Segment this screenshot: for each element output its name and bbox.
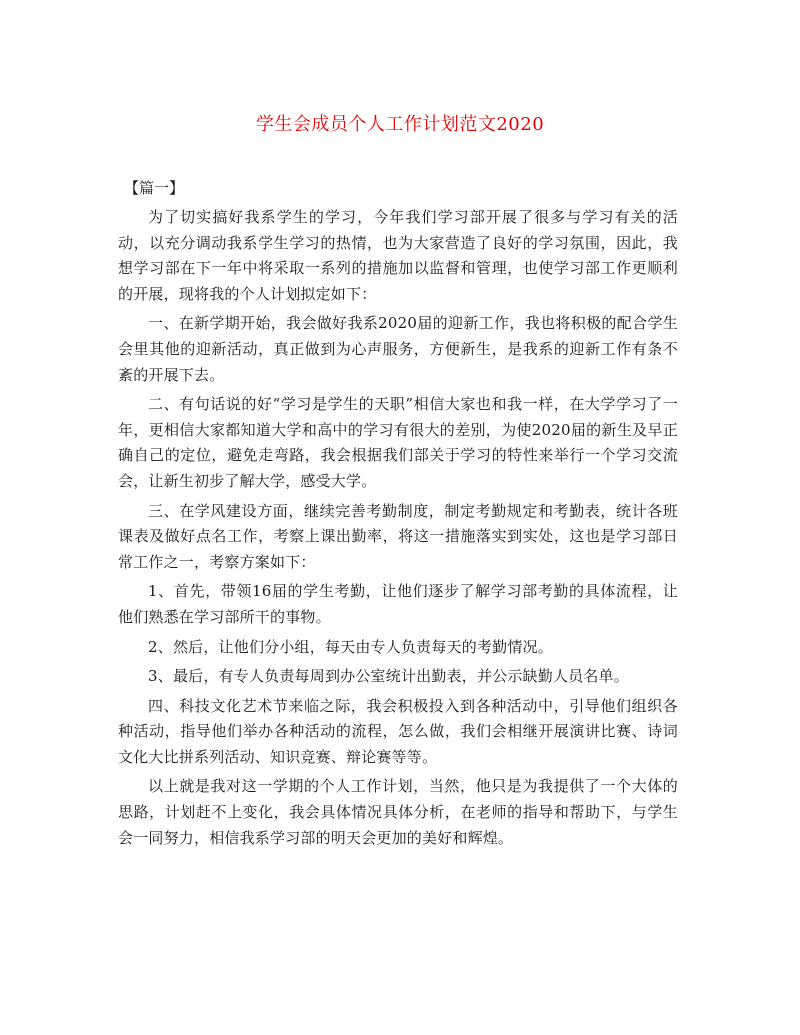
paragraph-conclusion: 以上就是我对这一学期的个人工作计划，当然，他只是为我提供了一个大体的思路，计划赶不上变化，我会具体情况具体分析，在老师的指导和帮助下，与学生会一同努力，相信我系学习部的明天会更加的美好和辉煌。 xyxy=(118,777,678,847)
paragraph-item-2: 二、有句话说的好“学习是学生的天职”相信大家也和我一样，在大学学习了一年，更相信大家都知道大学和高中的学习有很大的差别，为使2020届的新生及早正确自己的定位，避免走弯路，我会根据我们部关于学习的特性来举行一个学习交流会，让新生初步了解大学，感受大学。 xyxy=(118,395,678,490)
paragraph-step-2: 2、然后，让他们分小组，每天由专人负责每天的考勤情况。 xyxy=(148,637,553,656)
paragraph-item-4: 四、科技文化艺术节来临之际，我会积极投入到各种活动中，引导他们组织各种活动，指导他们举办各种活动的流程，怎么做，我们会相继开展演讲比赛、诗词文化大比拼系列活动、知识竞赛、辩论赛等等。 xyxy=(118,696,678,766)
document-title: 学生会成员个人工作计划范文2020 xyxy=(255,114,545,135)
paragraph-intro: 为了切实搞好我系学生的学习，今年我们学习部开展了很多与学习有关的活动，以充分调动我系学生学习的热情，也为大家营造了良好的学习氛围，因此，我想学习部在下一年中将采取一系列的措施加以监督和管理，也使学习部工作更顺利的开展，现将我的个人计划拟定如下： xyxy=(118,208,678,303)
section-label: 【篇一】 xyxy=(124,179,185,197)
paragraph-step-3: 3、最后，有专人负责每周到办公室统计出勤表，并公示缺勤人员名单。 xyxy=(148,667,629,686)
paragraph-item-1: 一、在新学期开始，我会做好我系2020届的迎新工作，我也将积极的配合学生会里其他的迎新活动，真正做到为心声服务，方便新生，是我系的迎新工作有条不紊的开展下去。 xyxy=(118,314,678,384)
paragraph-step-1: 1、首先，带领16届的学生考勤，让他们逐步了解学习部考勤的具体流程，让他们熟悉在学习部所干的事物。 xyxy=(118,582,678,626)
paragraph-item-3: 三、在学风建设方面，继续完善考勤制度，制定考勤规定和考勤表，统计各班课表及做好点名工作，考察上课出勤率，将这一措施落实到实处，这也是学习部日常工作之一，考察方案如下： xyxy=(118,501,678,571)
document-body xyxy=(118,205,678,855)
